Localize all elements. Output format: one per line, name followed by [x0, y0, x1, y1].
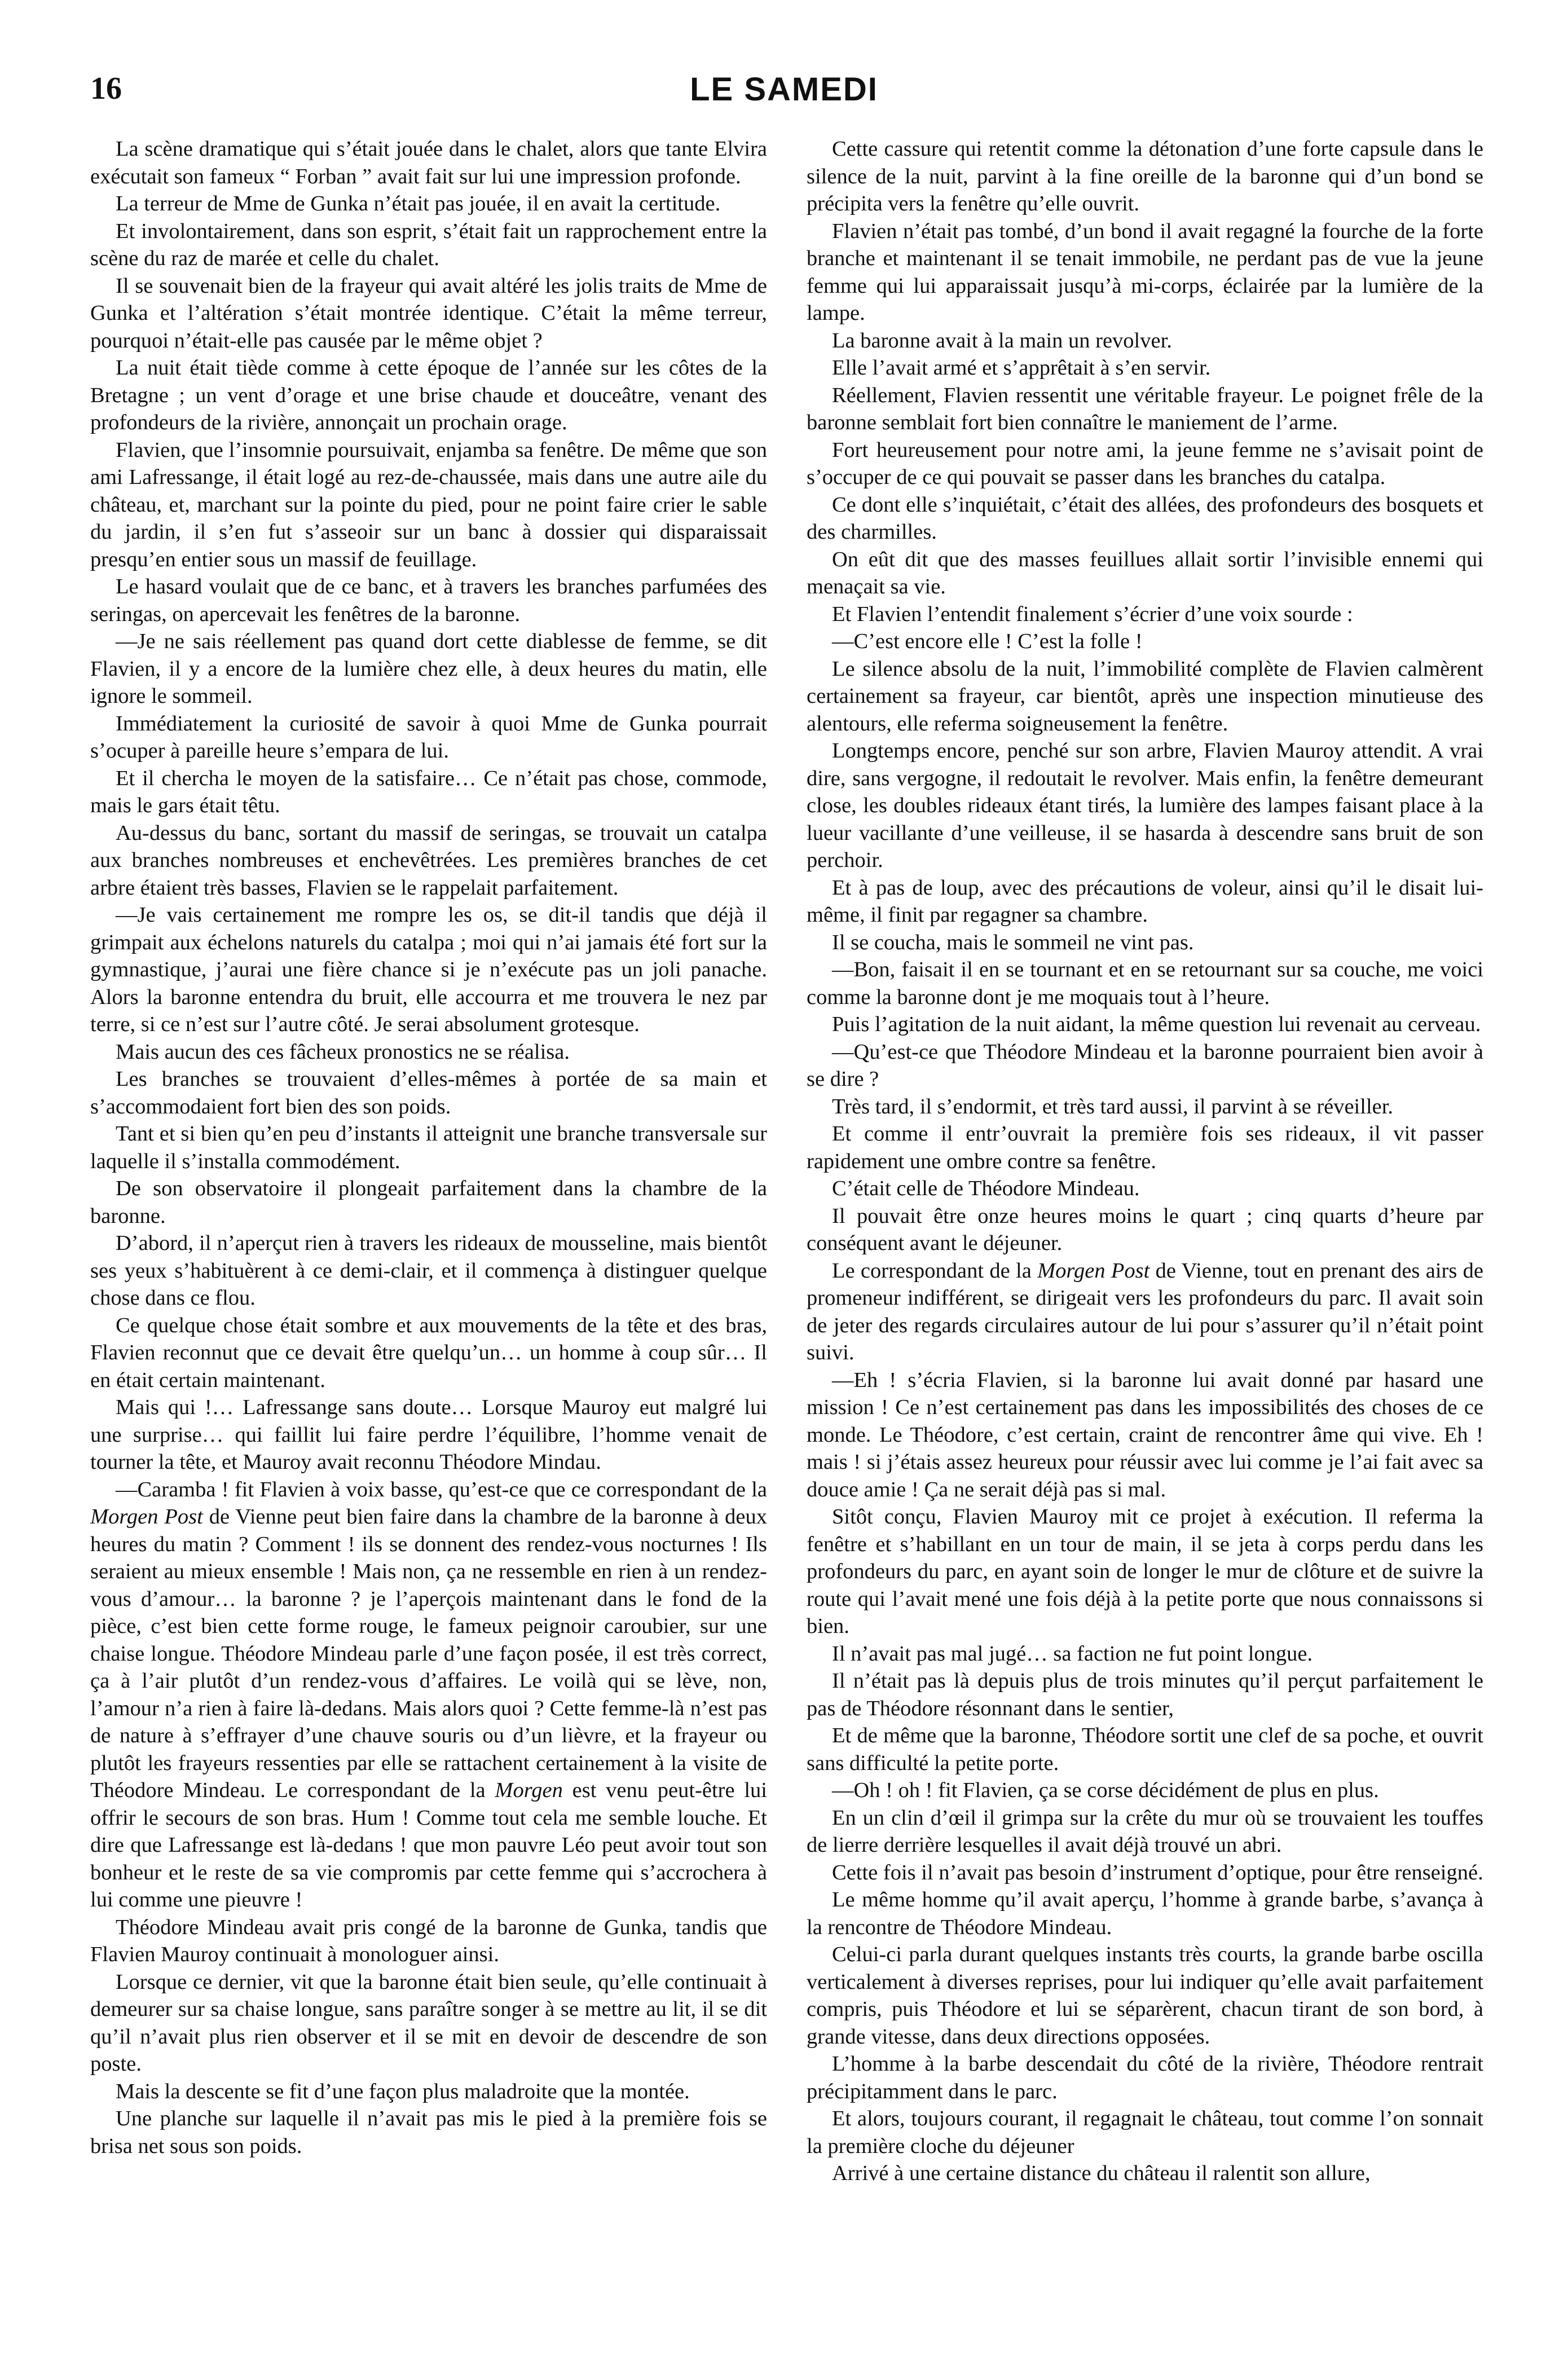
paragraph: La terreur de Mme de Gunka n’était pas jouée, il en avait la certitude. — [116, 192, 721, 215]
left-column — [90, 135, 767, 2346]
paragraph: —Qu’est-ce que Théodore Mindeau et la baronne pourraient bien avoir à se dire ? — [807, 1040, 1483, 1091]
paragraph: D’abord, il n’aperçut rien à travers les rideaux de mousseline, mais bientôt ses yeux s’habituèrent à ce demi-clair, et il commença à distinguer quelque chose dans ce flou. — [90, 1231, 767, 1310]
paragraph: Il pouvait être onze heures moins le quart ; cinq quarts d’heure par conséquent avant le déjeuner. — [807, 1204, 1483, 1255]
paragraph: Et comme il entr’ouvrait la première fois ses rideaux, il vit passer rapidement une ombre contre sa fenêtre. — [807, 1122, 1483, 1173]
paragraph: Flavien, que l’insomnie poursuivait, enjamba sa fenêtre. De même que son ami Lafressange, il était logé au rez-de-chaussée, mais dans une autre aile du château, et, marchant sur la pointe du pied, pour ne point faire crier le sable du jardin, il s’en fut s’asseoir sur un banc à dossier qui disparaissait presqu’en entier sous un massif de feuillage. — [90, 438, 767, 571]
paragraph: Flavien n’était pas tombé, d’un bond il avait regagné la fourche de la forte branche et maintenant il se tenait immobile, ne perdant pas de vue la jeune femme qui lui apparaissait jusqu’à mi-corps, éclairée par la lumière de la lampe. — [807, 219, 1483, 325]
paragraph: Il se coucha, mais le sommeil ne vint pas. — [832, 930, 1194, 954]
paragraph: —C’est encore elle ! C’est la folle ! — [832, 629, 1143, 653]
paragraph: Et involontairement, dans son esprit, s’était fait un rapprochement entre la scène du raz de marée et celle du chalet. — [90, 219, 767, 270]
paragraph: Lorsque ce dernier, vit que la baronne était bien seule, qu’elle continuait à demeurer sur sa chaise longue, sans paraître songer à se mettre au lit, il se dit qu’il n’avait plus rien observer et il se mit en devoir de descendre de son poste. — [90, 1970, 767, 2076]
paragraph: Mais qui !… Lafressange sans doute… Lorsque Mauroy eut malgré lui une surprise… qui faillit lui faire perdre l’équilibre, l’homme venait de tourner la tête, et Mauroy avait reconnu Théodore Mindau. — [90, 1395, 767, 1474]
paragraph: —Bon, faisait il en se tournant et en se retournant sur sa couche, me voici comme la baronne dont je me moquais tout à l’heure. — [807, 958, 1483, 1009]
paragraph: Théodore Mindeau avait pris congé de la baronne de Gunka, tandis que Flavien Mauroy continuait à monologuer ainsi. — [90, 1915, 767, 1966]
page-header — [90, 65, 1478, 116]
paragraph: Sitôt conçu, Flavien Mauroy mit ce projet à exécution. Il referma la fenêtre et s’habillant en un tour de main, il se jeta à corps perdu dans les profondeurs du parc, en ayant soin de longer le mur de clôture et de suivre la route qui l’avait mené une fois déjà à la petite porte que nous connaissons si bien. — [807, 1505, 1483, 1638]
paragraph: Il n’était pas là depuis plus de trois minutes qu’il perçut parfaitement le pas de Théodore résonnant dans le sentier, — [807, 1669, 1483, 1720]
paragraph: Le correspondant de la Morgen Post de Vienne, tout en prenant des airs de promeneur indifférent, se dirigeait vers les profondeurs du parc. Il avait soin de jeter des regards circulaires autour de lui pour s’assurer qu’il n’était point suivi. — [807, 1258, 1483, 1364]
paragraph: Très tard, il s’endormit, et très tard aussi, il parvint à se réveiller. — [832, 1094, 1394, 1118]
paragraph: Tant et si bien qu’en peu d’instants il atteignit une branche transversale sur laquelle il s’installa commodément. — [90, 1122, 767, 1173]
paragraph: On eût dit que des masses feuillues allait sortir l’invisible ennemi qui menaçait sa vie. — [807, 547, 1483, 598]
paragraph: —Oh ! oh ! fit Flavien, ça se corse décidément de plus en plus. — [832, 1778, 1379, 1802]
paragraph: La scène dramatique qui s’était jouée dans le chalet, alors que tante Elvira exécutait son fameux “ Forban ” avait fait sur lui une impression profonde. — [90, 137, 767, 188]
paragraph: Et il chercha le moyen de la satisfaire… Ce n’était pas chose, commode, mais le gars était têtu. — [90, 766, 767, 817]
page-number: 16 — [90, 71, 122, 106]
paragraph: L’homme à la barbe descendait du côté de la rivière, Théodore rentrait précipitamment dans le parc. — [807, 2052, 1483, 2103]
paragraph: Il se souvenait bien de la frayeur qui avait altéré les jolis traits de Mme de Gunka et l’altération s’était montrée identique. C’était la même terreur, pourquoi n’était-elle pas causée par le même objet ? — [90, 274, 767, 353]
paragraph: Le silence absolu de la nuit, l’immobilité complète de Flavien calmèrent certainement sa frayeur, car bientôt, après une inspection minutieuse des alentours, elle referma soigneusement la fenêtre. — [807, 657, 1483, 736]
paragraph: Et de même que la baronne, Théodore sortit une clef de sa poche, et ouvrit sans difficulté la petite porte. — [807, 1724, 1483, 1775]
paragraph: La baronne avait à la main un revolver. — [832, 328, 1172, 353]
paragraph: Puis l’agitation de la nuit aidant, la même question lui revenait au cerveau. — [832, 1012, 1481, 1036]
paragraph: Ce dont elle s’inquiétait, c’était des allées, des profondeurs des bosquets et des charmilles. — [807, 492, 1483, 544]
paragraph: Cette fois il n’avait pas besoin d’instrument d’optique, pour être renseigné. — [832, 1860, 1483, 1884]
paragraph: Au-dessus du banc, sortant du massif de seringas, se trouvait un catalpa aux branches nombreuses et enchevêtrées. Les premières branches de cet arbre étaient très basses, Flavien se le rappelait parfaitement. — [90, 821, 767, 900]
paragraph: Cette cassure qui retentit comme la détonation d’une forte capsule dans le silence de la nuit, parvint à la fine oreille de la baronne qui d’un bond se précipita vers la fenêtre qu’elle ouvrit. — [807, 137, 1483, 215]
paragraph: Immédiatement la curiosité de savoir à quoi Mme de Gunka pourrait s’ocuper à pareille heure s’empara de lui. — [90, 711, 767, 763]
paragraph: C’était celle de Théodore Mindeau. — [832, 1177, 1140, 1200]
paragraph: De son observatoire il plongeait parfaitement dans la chambre de la baronne. — [90, 1177, 767, 1228]
paragraph: Une planche sur laquelle il n’avait pas mis le pied à la première fois se brisa net sous son poids. — [90, 2107, 767, 2158]
paragraph: —Je vais certainement me rompre les os, se dit-il tandis que déjà il grimpait aux échelons naturels du catalpa ; moi qui n’ai jamais été fort sur la gymnastique, j’aurai une fière chance si je n’exécute pas un joli panache. Alors la baronne entendra du bruit, elle accourra et me trouvera le nez par terre, si ce n’est sur l’autre côté. Je serai absolument grotesque. — [90, 903, 767, 1036]
paragraph: Il n’avait pas mal jugé… sa faction ne fut point longue. — [832, 1641, 1313, 1666]
paragraph: En un clin d’œil il grimpa sur la crête du mur où se trouvaient les touffes de lierre derrière lesquelles il avait déjà trouvé un abri. — [807, 1805, 1483, 1857]
paragraph: —Eh ! s’écria Flavien, si la baronne lui avait donné par hasard une mission ! Ce n’est certainement pas dans les impossibilités des choses de ce monde. Le Théodore, c’est certain, craint de rencontrer âme qui vive. Eh ! mais ! si j’étais assez heureux pour réussir avec lui comme je l’ai fait avec sa douce amie ! Ça ne serait déjà pas si mal. — [807, 1368, 1483, 1501]
paragraph: Le hasard voulait que de ce banc, et à travers les branches parfumées des seringas, on apercevait les fenêtres de la baronne. — [90, 575, 767, 626]
paragraph: Les branches se trouvaient d’elles-mêmes à portée de sa main et s’accommodaient fort bien des son poids. — [90, 1067, 767, 1118]
paragraph: Et Flavien l’entendit finalement s’écrier d’une voix sourde : — [832, 602, 1353, 626]
paragraph: Réellement, Flavien ressentit une véritable frayeur. Le poignet frêle de la baronne semblait fort bien connaître le maniement de l’arme. — [807, 383, 1483, 434]
paragraph: Mais la descente se fit d’une façon plus maladroite que la montée. — [116, 2079, 690, 2103]
paragraph: Elle l’avait armé et s’apprêtait à s’en servir. — [832, 356, 1211, 380]
right-column — [807, 135, 1483, 2346]
paragraph: Et alors, toujours courant, il regagnait le château, tout comme l’on sonnait la première cloche du déjeuner — [807, 2107, 1483, 2158]
paragraph: Le même homme qu’il avait aperçu, l’homme à grande barbe, s’avança à la rencontre de Théodore Mindeau. — [807, 1888, 1483, 1939]
paragraph: La nuit était tiède comme à cette époque de l’année sur les côtes de la Bretagne ; un vent d’orage et une brise chaude et douceâtre, venant des profondeurs de la rivière, annonçait un prochain orage. — [90, 356, 767, 434]
paragraph: Arrivé à une certaine distance du château il ralentit son allure, — [832, 2161, 1371, 2185]
paragraph: —Caramba ! fit Flavien à voix basse, qu’est-ce que ce correspondant de la Morgen Post de Vienne peut bien faire dans la chambre de la baronne à deux heures du matin ? Comment ! ils se donnent des rendez-vous nocturnes ! Ils seraient au mieux ensemble ! Mais non, ça ne ressemble en rien à un rendez-vous d’amour… la baronne ? je l’aperçois maintenant dans le fond de la pièce, c’est bien cette forme rouge, le fameux peignoir caroubier, sur une chaise longue. Théodore Mindeau parle d’une façon posée, il est très correct, ça à l’air plutôt d’un rendez-vous d’affaires. Le voilà qui se lève, non, l’amour n’a rien à faire là-dedans. Mais alors quoi ? Cette femme-là n’est pas de nature à s’effrayer d’une chauve souris ou d’un lièvre, et la frayeur ou plutôt les frayeurs ressenties par elle se rattachent certainement à la visite de Théodore Mindeau. Le correspondant de la Morgen est venu peut-être lui offrir le secours de son bras. Hum ! Comme tout cela me semble louche. Et dire que Lafressange est là-dedans ! que mon pauvre Léo peut avoir tout son bonheur et le reste de sa vie compromis par cette femme qui s’accrochera à lui comme une pieuvre ! — [90, 1477, 767, 1912]
paragraph: Mais aucun des ces fâcheux pronostics ne se réalisa. — [116, 1040, 570, 1064]
paragraph: Et à pas de loup, avec des précautions de voleur, ainsi qu’il le disait lui-même, il finit par regagner sa chambre. — [807, 875, 1483, 927]
paragraph: Longtemps encore, penché sur son arbre, Flavien Mauroy attendit. A vrai dire, sans vergogne, il redoutait le revolver. Mais enfin, la fenêtre demeurant close, les doubles rideaux étant tirés, la lumière des lampes faisant place à la lueur vacillante d’une veilleuse, il se hasarda à descendre sans bruit de son perchoir. — [807, 739, 1483, 872]
paragraph: Celui-ci parla durant quelques instants très courts, la grande barbe oscilla verticalement à diverses reprises, pour lui indiquer qu’elle avait parfaitement compris, puis Théodore et lui se séparèrent, chacun tirant de son bord, à grande vitesse, dans deux directions opposées. — [807, 1943, 1483, 2049]
paragraph: Ce quelque chose était sombre et aux mouvements de la tête et des bras, Flavien reconnut que ce devait être quelqu’un… un homme à coup sûr… Il en était certain maintenant. — [90, 1313, 767, 1392]
paragraph: Fort heureusement pour notre ami, la jeune femme ne s’avisait point de s’occuper de ce qui pouvait se passer dans les branches du catalpa. — [807, 438, 1483, 489]
journal-title: LE SAMEDI — [690, 71, 878, 108]
paragraph: —Je ne sais réellement pas quand dort cette diablesse de femme, se dit Flavien, il y a encore de la lumière chez elle, à deux heures du matin, elle ignore le sommeil. — [90, 629, 767, 708]
